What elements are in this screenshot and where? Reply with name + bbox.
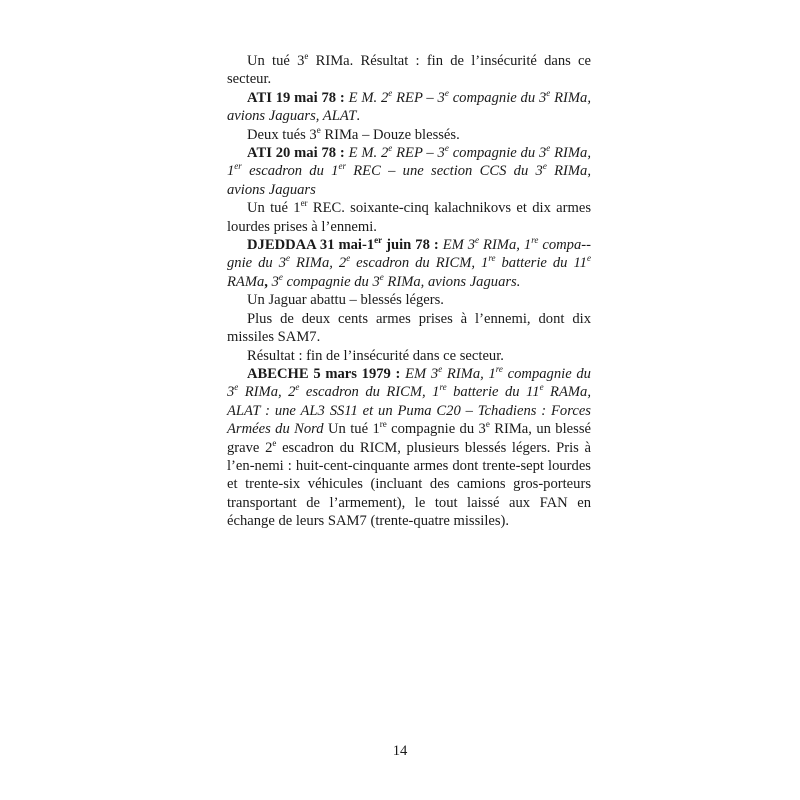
entry-heading: ATI 20 mai 78 : (247, 145, 349, 162)
text-run: compagnie du 3 (227, 365, 591, 401)
paragraph (227, 310, 591, 347)
superscript-text: e (546, 143, 551, 154)
superscript-text: re (379, 419, 387, 430)
paragraph (227, 89, 591, 126)
superscript-text: e (272, 437, 277, 448)
text-run: Résultat : fin de l’insécurité dans ce secteur. (247, 347, 504, 364)
entry-heading: ATI 19 mai 78 : (247, 89, 349, 106)
text-run: RAMa, ALAT : une AL3 SS11 et un Puma C20 – Tchadiens : Forces Armées du Nord (227, 384, 591, 438)
text-run: RIMa, 1 (442, 365, 496, 382)
text-run: batterie du 11 (495, 255, 587, 272)
paragraph (227, 365, 591, 531)
text-run: Un tué 1 (323, 421, 380, 438)
text-run: RIMa, 2 (238, 384, 296, 401)
superscript-text: re (439, 382, 447, 393)
paragraph (227, 347, 591, 365)
superscript-text: er (300, 198, 308, 209)
superscript-text: e (546, 87, 551, 98)
text-run: EM 3 (442, 237, 476, 254)
text-run: batterie du 11 (446, 384, 540, 401)
text-run: 3 (267, 273, 279, 290)
text-run: escadron du RICM, plusieurs blessés légers. Pris à l’en-nemi : huit-cent-cinquante armes dont trente-sept lourdes et trente-six véhicules (incluant des camions gros-porteurs transportant de l’armement), le tout laissé aux FAN en échange de leurs SAM7 (trente-quatre missiles). (227, 439, 591, 530)
text-run: escadron du 1 (241, 163, 339, 180)
text-run: Un Jaguar abattu – blessés légers. (247, 292, 444, 309)
text-run: RIMa, 1 (227, 145, 591, 180)
superscript-text: e (444, 87, 449, 98)
text-run: E M. 2 (348, 145, 389, 162)
superscript-text: e (542, 161, 547, 172)
entry-heading: , (264, 273, 268, 290)
text-run: compagnie du 3 (448, 145, 547, 162)
text-run: REP – 3 (392, 145, 445, 162)
text-run: RIMa, 2 (290, 255, 347, 272)
text-run: E M. 2 (348, 89, 389, 106)
text-run: RIMa, un blessé grave 2 (227, 421, 591, 456)
text-run: REP – 3 (392, 89, 445, 106)
paragraph (227, 126, 591, 144)
superscript-text: e (586, 253, 591, 264)
superscript-text: er (374, 235, 383, 246)
paragraph (227, 236, 591, 291)
superscript-text: e (316, 124, 321, 135)
text-run: . (356, 108, 360, 125)
text-run: escadron du RICM, 1 (350, 255, 489, 272)
paragraph (227, 199, 591, 236)
superscript-text: e (539, 382, 544, 393)
text-run: REC – une section CCS du 3 (345, 163, 543, 180)
superscript-text: re (488, 253, 496, 264)
superscript-text: re (495, 364, 503, 375)
superscript-text: e (286, 253, 291, 264)
text-run: RIMa. Résultat : fin de l’insécurité dans ce secteur. (227, 53, 591, 88)
paragraph (227, 144, 591, 199)
superscript-text: e (346, 253, 351, 264)
paragraph (227, 52, 591, 89)
text-run: REC. soixante-cinq kalachnikovs et dix armes lourdes prises à l’ennemi. (227, 200, 591, 235)
superscript-text: er (338, 161, 346, 172)
body-text (227, 52, 591, 531)
text-run: RIMa – Douze blessés. (320, 126, 460, 143)
page-number: 14 (392, 743, 408, 759)
text-run: Deux tués 3 (247, 126, 317, 143)
superscript-text: e (444, 143, 449, 154)
entry-heading: juin 78 : (382, 237, 443, 254)
superscript-text: e (475, 235, 480, 246)
text-run: RAMa (227, 273, 265, 290)
text-run: compagnie du 3 (386, 421, 486, 438)
entry-heading: ABECHE 5 mars 1979 : (247, 365, 406, 382)
text-run: Un tué 3 (247, 53, 305, 69)
entry-heading: DJEDDAA 31 mai-1 (247, 237, 375, 254)
text-run: escadron du RICM, 1 (299, 384, 440, 401)
superscript-text: e (388, 87, 393, 98)
superscript-text: e (234, 382, 239, 393)
text-run: RIMa, avions Jaguars (227, 163, 591, 198)
text-run: compa-gnie du 3 (227, 237, 591, 272)
text-run: Un tué 1 (247, 200, 301, 217)
superscript-text: e (485, 419, 490, 430)
superscript-text: e (278, 272, 283, 283)
text-run: RIMa, 1 (479, 237, 532, 254)
text-run: RIMa, avions Jaguars. (383, 273, 521, 290)
text-run: EM 3 (405, 365, 439, 382)
text-run: compagnie du 3 (282, 273, 380, 290)
superscript-text: e (304, 51, 309, 62)
superscript-text: e (388, 143, 393, 154)
superscript-text: er (234, 161, 242, 172)
paragraph (227, 291, 591, 309)
text-run: RIMa, avions Jaguars, ALAT (227, 89, 591, 125)
superscript-text: e (379, 272, 384, 283)
superscript-text: e (295, 382, 300, 393)
superscript-text: e (438, 364, 443, 375)
text-run: Plus de deux cents armes prises à l’ennemi, dont dix missiles SAM7. (227, 310, 591, 346)
superscript-text: re (531, 235, 539, 246)
text-run: compagnie du 3 (448, 89, 547, 106)
